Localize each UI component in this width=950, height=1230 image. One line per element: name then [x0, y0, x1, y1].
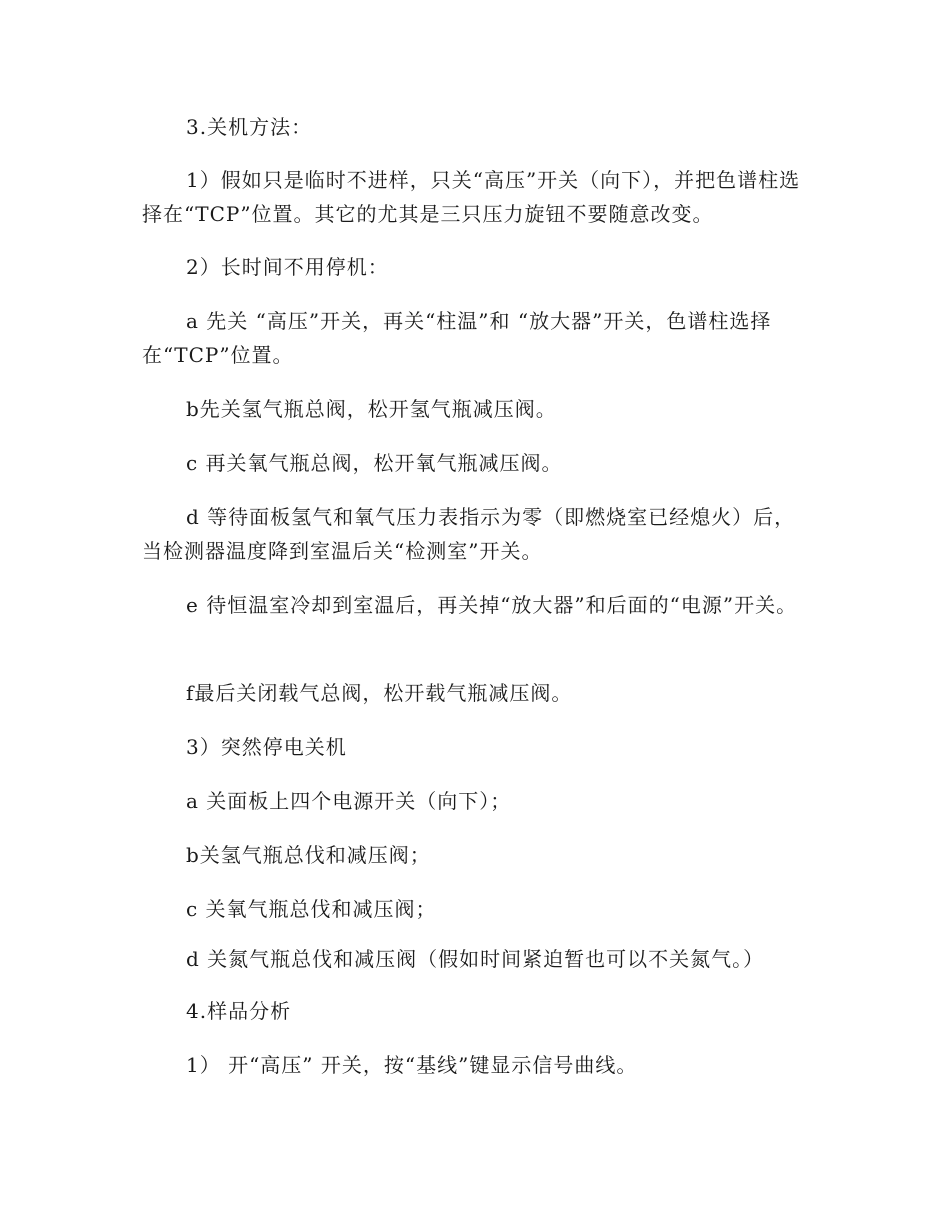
- paragraph-outage-a: a 关面板上四个电源开关（向下）；: [186, 789, 512, 813]
- paragraph-step-a: a 先关 “高压”开关，再关“柱温”和 “放大器”开关，色谱柱选择在“TCP”位置。: [142, 309, 772, 367]
- paragraph-analysis-step-1: 1） 开“高压” 开关，按“基线”键显示信号曲线。: [186, 1053, 638, 1077]
- paragraph-step-e: e 待恒温室冷却到室温后，再关掉“放大器”和后面的“电源”开关。: [186, 593, 798, 617]
- subheading-long-stop: 2）长时间不用停机：: [186, 255, 389, 279]
- section-heading-shutdown: 3.关机方法：: [186, 115, 313, 139]
- section-heading-sample-analysis: 4.样品分析: [186, 999, 292, 1023]
- paragraph-step-d: d 等待面板氢气和氧气压力表指示为零（即燃烧室已经熄火）后，当检测器温度降到室温后关“检测室”开关。: [142, 505, 796, 563]
- paragraph-temporary-stop: 1）假如只是临时不进样，只关“高压”开关（向下），并把色谱柱选择在“TCP”位置。其它的尤其是三只压力旋钮不要随意改变。: [142, 168, 801, 226]
- paragraph-step-b: b先关氢气瓶总阀，松开氢气瓶减压阀。: [186, 397, 557, 421]
- paragraph-step-c: c 再关氧气瓶总阀，松开氧气瓶减压阀。: [186, 451, 563, 475]
- paragraph-step-f: f最后关闭载气总阀，松开载气瓶减压阀。: [186, 681, 573, 705]
- paragraph-outage-d: d 关氮气瓶总伐和减压阀（假如时间紧迫暂也可以不关氮气。）: [186, 947, 765, 971]
- subheading-power-outage: 3）突然停电关机: [186, 735, 347, 759]
- paragraph-outage-b: b关氢气瓶总伐和减压阀；: [186, 843, 431, 867]
- paragraph-outage-c: c 关氧气瓶总伐和减压阀；: [186, 897, 437, 921]
